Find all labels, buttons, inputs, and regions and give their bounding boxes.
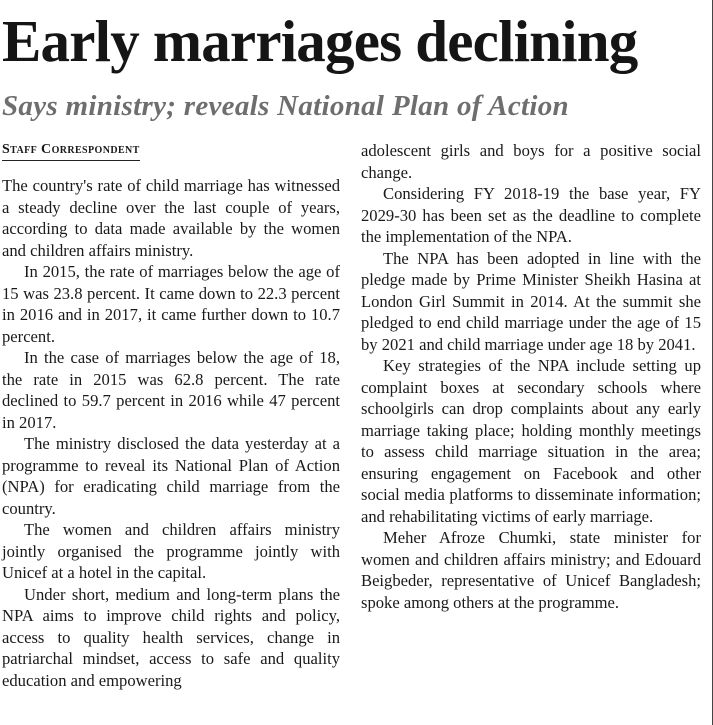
paragraph-continuation: adolescent girls and boys for a positive social change. (361, 141, 701, 182)
left-column (2, 175, 340, 691)
paragraph: The women and children affairs ministry jointly organised the programme jointly with Unicef at a hotel in the capital. (2, 520, 340, 582)
byline (2, 141, 140, 161)
paragraph: Under short, medium and long-term plans the NPA aims to improve child rights and policy, access to quality health services, change in patriarchal mindset, access to safe and quality education and empowering (2, 584, 340, 690)
paragraph: Key strategies of the NPA include setting up complaint boxes at secondary schools where schoolgirls can drop complaints about any early marriage taking place; holding monthly meetings to assess child marriage situation in the area; ensuring engagement on Facebook and other social media platforms to disseminate information; and rehabilitating victims of early marriage. (361, 356, 701, 526)
byline-text: Staff Correspondent (2, 142, 140, 157)
right-column (361, 140, 701, 613)
paragraph: The ministry disclosed the data yesterday at a programme to reveal its National Plan of Action (NPA) for eradicating child marriage from the country. (2, 434, 340, 518)
paragraph: The country's rate of child marriage has witnessed a steady decline over the last couple of years, according to data made available by the women and children affairs ministry. (2, 176, 340, 260)
subheadline: Says ministry; reveals National Plan of Action (2, 90, 569, 122)
paragraph: Considering FY 2018-19 the base year, FY 2029-30 has been set as the deadline to complete the implementation of the NPA. (361, 184, 701, 246)
paragraph: In 2015, the rate of marriages below the age of 15 was 23.8 percent. It came down to 22.3 percent in 2016 and in 2017, it came further down to 10.7 percent. (2, 262, 340, 346)
paragraph: Meher Afroze Chumki, state minister for women and children affairs ministry; and Edouard Beigbeder, representative of Unicef Bangladesh; spoke among others at the programme. (361, 528, 701, 612)
headline: Early marriages declining (2, 8, 638, 74)
paragraph: The NPA has been adopted in line with the pledge made by Prime Minister Sheikh Hasina at London Girl Summit in 2014. At the summit she pledged to end child marriage under the age of 15 by 2021 and child marriage under age 18 by 2041. (361, 248, 701, 354)
paragraph: In the case of marriages below the age of 18, the rate in 2015 was 62.8 percent. The rate declined to 59.7 percent in 2016 while 47 percent in 2017. (2, 348, 340, 432)
